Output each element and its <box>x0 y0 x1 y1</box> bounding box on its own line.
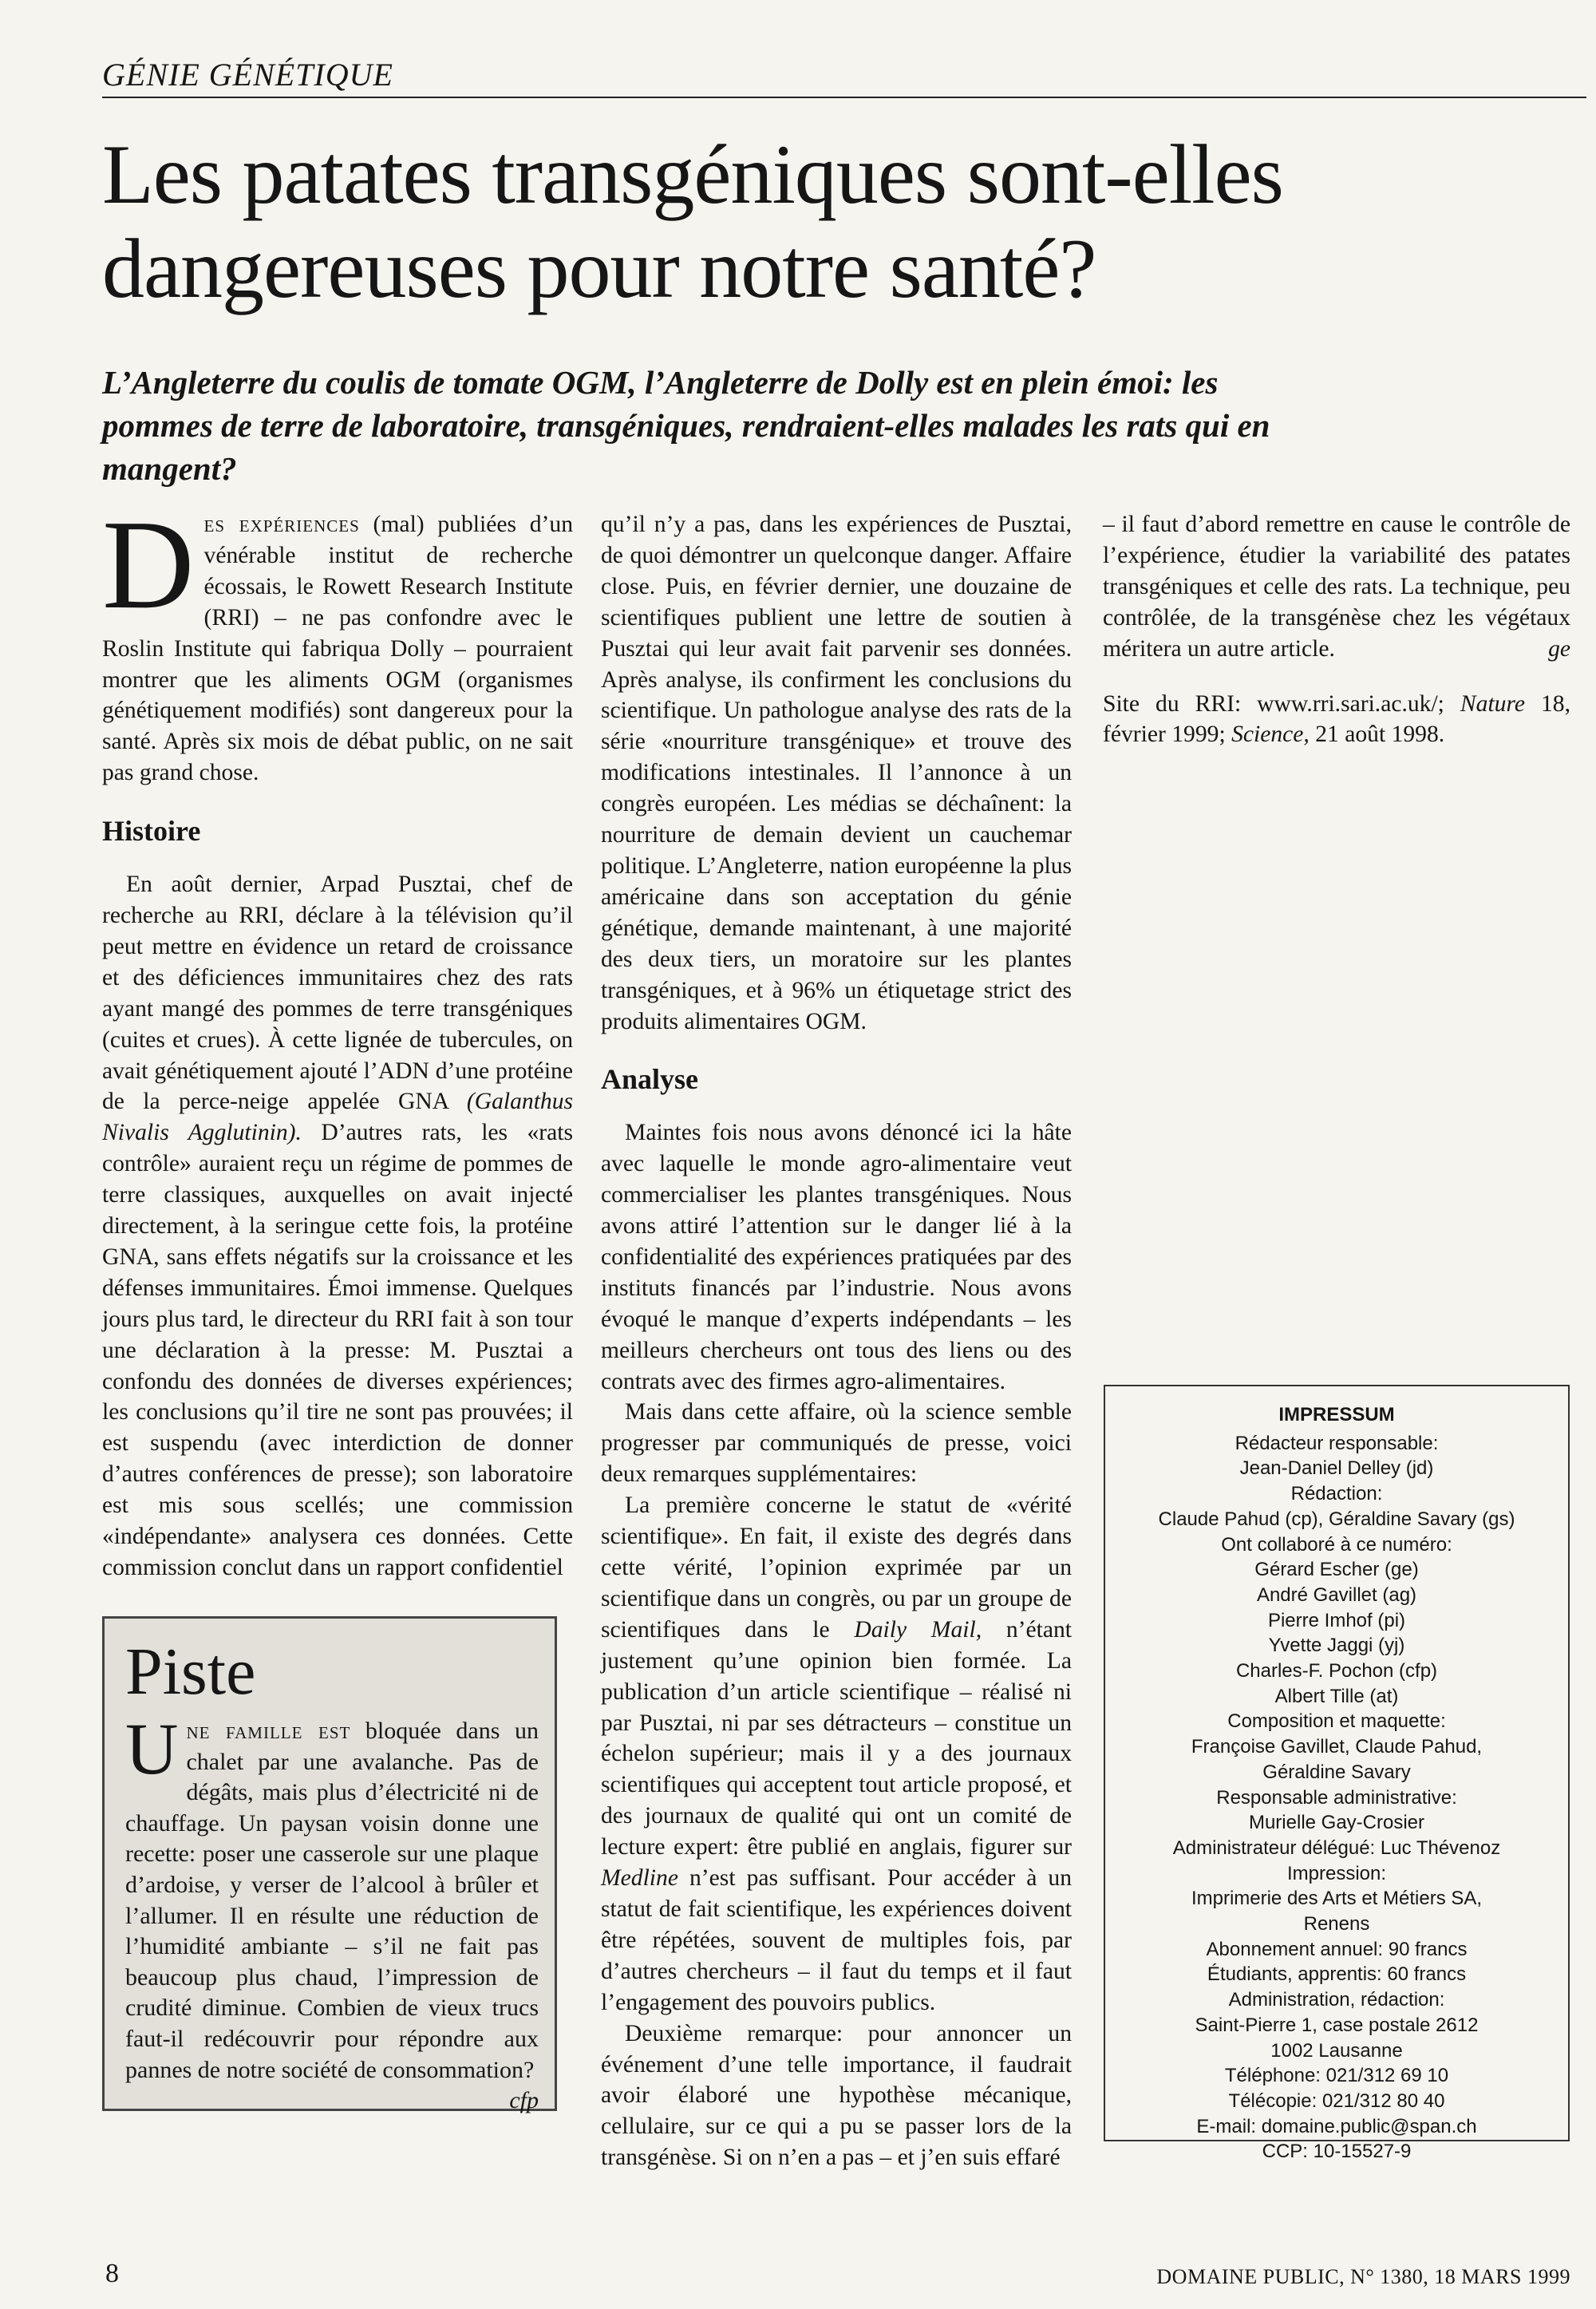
impressum-line: Murielle Gay-Crosier <box>1248 1812 1425 1834</box>
analyse-paragraph-4-cont: – il faut d’abord remettre en cause le contrôle de l’expérience, étudier la variabilité des patates transgéniques et celle des rats. La technique, peu contrôlée, de la transgénèse chez les végétaux méritera un autre article. ge <box>1103 512 1571 662</box>
section-rubric: GÉNIE GÉNÉTIQUE <box>102 56 1586 98</box>
impressum-line: E-mail: domaine.public@span.ch <box>1196 2115 1477 2137</box>
impressum-line: Télécopie: 021/312 80 40 <box>1228 2090 1445 2112</box>
intro-paragraph <box>102 493 573 789</box>
analyse-paragraph-3 <box>601 1490 1072 2018</box>
analyse-paragraph-1: Maintes fois nous avons dénoncé ici la hâte avec laquelle le monde agro-alimentaire veut commercialiser les plantes transgéniques. Nous avons attiré l’attention sur le danger lié à la confidentialité des expériences pratiquées par des instituts financés par l’industrie. Nous avons évoqué le manque d’experts indépendants – les meilleurs chercheurs ont tous des liens ou des contrats avec des firmes agro-alimentaires. <box>601 1120 1072 1394</box>
analyse-text-3a: La première concerne le statut de «vérité scientifique». En fait, il existe des degrés dans cette vérité, l’opinion exprimée par un scientifique dans un congrès, ou par un groupe de scientifiques dans le <box>601 1493 1072 1643</box>
analyse-paragraph-4: Deuxième remarque: pour annoncer un événement d’une telle importance, il faudrait avoir élaboré une hypothèse mécanique, cellulaire, sur ce qui a pu se passer lors de la transgénèse. Si on n’en a pas – et j’en suis effaré <box>601 2020 1073 2171</box>
impressum-line: Renens <box>1303 1913 1370 1935</box>
sources <box>1103 689 1570 751</box>
piste-title: Piste <box>125 1635 256 1709</box>
impressum-line: Administration, rédaction: <box>1228 1989 1445 2011</box>
impressum-line: Pierre Imhof (pi) <box>1267 1609 1406 1631</box>
sources-site: Site du RRI: www.rri.sari.ac.uk/; <box>1103 690 1460 717</box>
impressum-line: Rédaction: <box>1290 1483 1383 1505</box>
impressum-line: Administrateur délégué: Luc Thévenoz <box>1172 1837 1501 1859</box>
sources-nature: Nature <box>1460 690 1526 717</box>
impressum-line: Rédacteur responsable: <box>1235 1432 1439 1454</box>
impressum-line: 1002 Lausanne <box>1270 2039 1403 2062</box>
article-lead: L’Angleterre du coulis de tomate OGM, l’Angleterre de Dolly est en plein émoi: les pommes de terre de laboratoire, transgéniques, rendraient-elles malades les rats qui en mangent? <box>102 364 1270 487</box>
analyse-text-3c: n’étant justement qu’une opinion bien formée. La publication d’un article scientifique – réalisé ni par Pusztai, ni par ses détracteurs – constitue un échelon supérieur; mais il y a des journaux scientifiques qui acceptent tout article proposé, et des journaux de qualité qui ont un comité de lecture expert: être publié en anglais, figurer sur <box>601 1616 1072 1860</box>
impressum-line: André Gavillet (ag) <box>1256 1583 1417 1606</box>
impressum-heading: IMPRESSUM <box>1278 1404 1395 1425</box>
impressum-line: Téléphone: 021/312 69 10 <box>1224 2065 1449 2087</box>
impressum-line: Claude Pahud (cp), Géraldine Savary (gs) <box>1158 1508 1515 1530</box>
medline: Medline <box>601 1865 678 1892</box>
impressum-line: Ont collaboré à ce numéro: <box>1221 1533 1452 1556</box>
impressum-line: Charles-F. Pochon (cfp) <box>1235 1660 1438 1682</box>
article-title: Les patates transgéniques sont-elles dangereuses pour notre santé? <box>102 128 1283 315</box>
article-column-3 <box>1103 509 1570 750</box>
impressum-line: Abonnement annuel: 90 francs <box>1206 1938 1468 1960</box>
piste-box <box>102 1616 557 2114</box>
heading-analyse: Analyse <box>601 1063 699 1096</box>
impressum-line: Impression: <box>1286 1862 1387 1884</box>
analyse-paragraph-2: Mais dans cette affaire, où la science semble progresser par communiqués de presse, voici deux remarques supplémentaires: <box>601 1399 1072 1488</box>
impressum-lines <box>1113 1431 1560 2165</box>
page-number: 8 <box>105 2259 119 2288</box>
article-column-1 <box>102 493 574 1583</box>
piste-drop-cap: U <box>125 1708 179 1789</box>
impressum-line: Étudiants, apprentis: 60 francs <box>1207 1963 1467 1986</box>
histoire-paragraph: En août dernier, Arpad Pusztai, chef de recherche au RRI, déclare à la télévision qu’il peut mettre en évidence un retard de croissance et des déficiences immunitaires chez des rats ayant mangé des pommes de terre transgéniques (cuites et crues). À cette lignée de tubercules, on avait génétiquement ajouté l’ADN d’une protéine de la perce-neige appelée GNA (Galanthus Nivalis Agglutinin). D’autres rats, les «rats contrôle» auraient reçu un régime de pommes de terre classiques, auxquelles on avait injecté directement, à la seringue cette fois, la protéine GNA, sans effets négatifs sur la croissance et les défenses immunitaires. Émoi immense. Quelques jours plus tard, le directeur du RRI fait à son tour une déclaration à la presse: M. Pusztai a confondu des données de diverses expériences; les conclusions qu’il tire ne sont pas prouvées; il est suspendu (avec interdiction de donner d’autres conférences de presse); son laboratoire est mis sous scellés; une commission «indépendante» analysera ces données. Cette commission conclut dans un rapport confidentiel <box>102 872 574 1580</box>
impressum-line: Jean-Daniel Delley (jd) <box>1239 1457 1434 1480</box>
impressum-line: Géraldine Savary <box>1262 1761 1411 1783</box>
intro-text: (mal) publiées d’un vénérable institut de recherche écossais, le Rowett Research Institute (RRI) – ne pas confondre avec le Roslin Institute qui fabriqua Dolly – pourraient montrer que les aliments OGM (organismes génétiquement modifiés) sont dangereux pour la santé. Après six mois de débat public, on ne sait pas grand chose. <box>102 512 573 786</box>
sources-date-2: 21 août 1998. <box>1309 722 1445 748</box>
impressum-line: Imprimerie des Arts et Métiers SA, <box>1191 1888 1483 1910</box>
piste-text <box>125 1708 539 2114</box>
impressum-line: Saint-Pierre 1, case postale 2612 <box>1195 2014 1479 2036</box>
impressum-box <box>1104 1385 1570 2163</box>
impressum-line: Composition et maquette: <box>1227 1710 1446 1733</box>
lead-smallcaps: es expériences <box>203 512 360 537</box>
issue-info: DOMAINE PUBLIC, N° 1380, 18 MARS 1999 <box>1156 2265 1570 2288</box>
impressum-line: Yvette Jaggi (yj) <box>1268 1635 1405 1657</box>
heading-histoire: Histoire <box>102 815 201 848</box>
piste-signature: cfp <box>509 2087 539 2114</box>
impressum-line: Albert Tille (at) <box>1274 1685 1399 1707</box>
analyse-text-3e: n’est pas suffisant. Pour accéder à un statut de fait scientifique, les expériences doivent être répétées, souvent de multiples fois, par d’autres chercheurs – il faut du temps et il faut l’engagement des pouvoirs publics. <box>601 1865 1072 2015</box>
article-column-2 <box>601 509 1072 2173</box>
sources-date-1: 18, février 1999; <box>1103 690 1570 748</box>
impressum-line: Gérard Escher (ge) <box>1254 1559 1419 1581</box>
piste-body: bloquée dans un chalet par une avalanche. Pas de dégâts, mais plus d’électricité ni de chauffage. Un paysan voisin donne une recette: poser une casserole sur une plaque d’ardoise, y verser de l’alcool à brûler et l’allumer. Il en résulte une réduction de l’humidité ambiante – s’il ne fait pas beaucoup plus chaud, l’impression de crudité diminue. Combien de vieux trucs faut-il redécouvrir pour répondre aux pannes de notre société de consommation? <box>125 1718 539 2083</box>
impressum-line: Françoise Gavillet, Claude Pahud, <box>1191 1736 1483 1758</box>
piste-lead-smallcaps: ne famille est <box>186 1718 351 1744</box>
impressum-line: CCP: 10-15527-9 <box>1262 2141 1412 2163</box>
histoire-paragraph-cont: qu’il n’y a pas, dans les expériences de Pusztai, de quoi démontrer un quelconque danger. Affaire close. Puis, en février dernier, une douzaine de scientifiques publient une lettre de soutien à Pusztai qui leur avait fait parvenir ses données. Après analyse, ils confirment les conclusions du scientifique. Un pathologue analyse des rats de la série «nourriture transgénique» et trouve des modifications intestinales. Il l’annonce à un congrès européen. Les médias se déchaînent: la nourriture de demain devient un cauchemar politique. L’Angleterre, nation européenne la plus américaine dans son acceptation du génie génétique, demande maintenant, à une majorité des deux tiers, un moratoire sur les plantes transgéniques, et à 96% un étiquetage strict des produits alimentaires OGM. <box>601 512 1073 1034</box>
impressum-line: Responsable administrative: <box>1216 1786 1457 1809</box>
sources-science: Science, <box>1231 722 1310 748</box>
drop-cap: D <box>102 493 195 635</box>
daily-mail: Daily Mail, <box>854 1616 982 1643</box>
